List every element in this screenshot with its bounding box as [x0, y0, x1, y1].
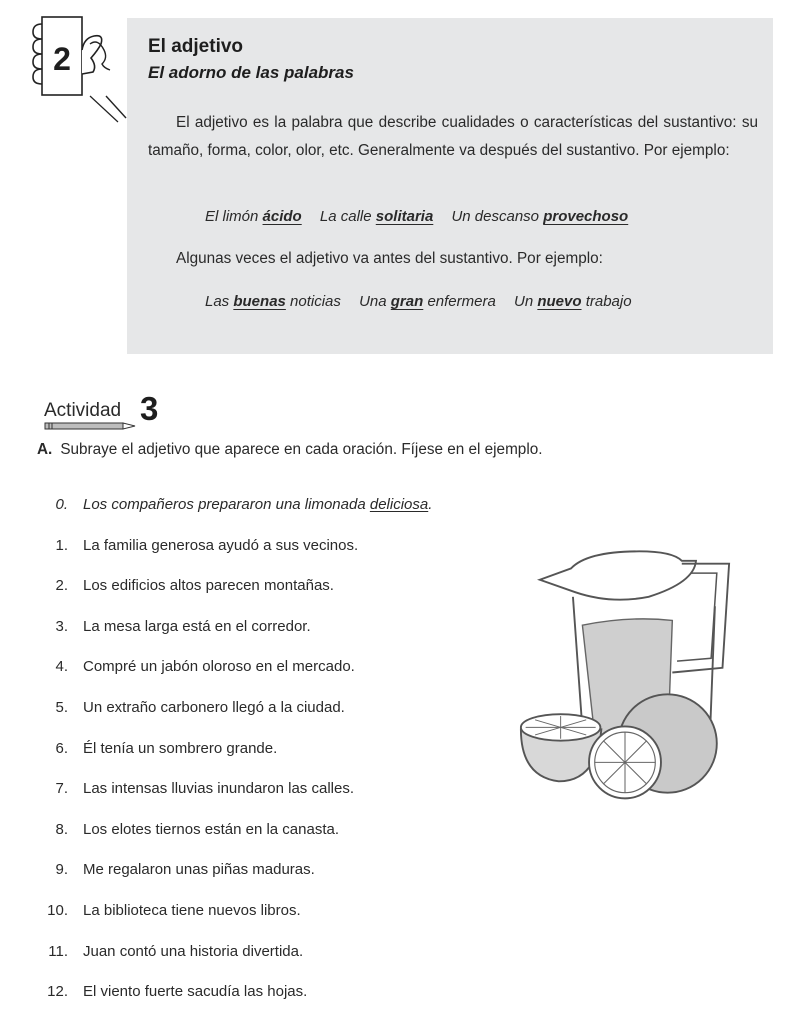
lesson-subtitle: El adorno de las palabras: [148, 63, 354, 82]
example-adjective: provechoso: [543, 208, 629, 225]
lesson-title: El adjetivo: [148, 36, 244, 57]
item-number: 7.: [55, 780, 68, 798]
item-text[interactable]: La biblioteca tiene nuevos libros.: [83, 901, 301, 919]
item-number: 5.: [55, 698, 68, 716]
item-text[interactable]: La familia generosa ayudó a sus vecinos.: [83, 536, 359, 554]
item-text[interactable]: La mesa larga está en el corredor.: [83, 617, 311, 635]
definition-text: El adjetivo es la palabra que describe cualidades o características del sustantivo: su tamaño, forma, color, olor, etc. Generalmente va después del sustantivo. Por ejemplo:: [148, 114, 758, 159]
lemonade-pitcher-illustration: [505, 540, 745, 805]
definition-paragraph: [148, 109, 758, 164]
activity-instruction: [37, 441, 542, 459]
item-text[interactable]: Las intensas lluvias inundaron las calles.: [83, 780, 354, 798]
examples-adjective-after: [205, 208, 642, 225]
example-phrase: El limón ácido: [205, 208, 302, 225]
example-phrase: Las buenas noticias: [205, 293, 341, 310]
item-number: 3.: [55, 617, 68, 635]
example-adjective: nuevo: [537, 293, 582, 310]
example-adjective: gran: [390, 293, 424, 310]
instruction-text: Subraye el adjetivo que aparece en cada oración. Fíjese en el ejemplo.: [60, 441, 543, 458]
item-text[interactable]: Los elotes tiernos están en la canasta.: [83, 820, 339, 838]
example-adjective: ácido: [262, 208, 302, 225]
item-number: 9.: [55, 861, 68, 879]
item-number: 10.: [47, 901, 68, 919]
item-number: 1.: [55, 536, 68, 554]
example-adjective: buenas: [233, 293, 286, 310]
item-text[interactable]: Un extraño carbonero llegó a la ciudad.: [83, 698, 345, 716]
item-text[interactable]: Compré un jabón oloroso en el mercado.: [83, 658, 355, 676]
activity-number: 3: [140, 390, 159, 427]
item-number: 12.: [47, 983, 68, 1001]
example-phrase: La calle solitaria: [319, 208, 434, 225]
underlined-adjective: deliciosa: [369, 496, 429, 513]
example-phrase: Una gran enfermera: [359, 293, 496, 310]
example-adjective: solitaria: [375, 208, 434, 225]
example-phrase: Un descanso provechoso: [451, 208, 629, 225]
before-noun-paragraph: Algunas veces el adjetivo va antes del sustantivo. Por ejemplo:: [176, 250, 603, 267]
item-text[interactable]: Él tenía un sombrero grande.: [83, 739, 278, 757]
notebook-hand-icon: [30, 14, 140, 124]
item-number: 4.: [55, 658, 68, 676]
item-number: 0.: [55, 496, 68, 513]
item-number: 11.: [48, 942, 68, 960]
item-text[interactable]: Me regalaron unas piñas maduras.: [83, 861, 315, 879]
item-number: 2.: [55, 577, 68, 595]
instruction-letter: A.: [37, 441, 53, 458]
item-number: 6.: [55, 739, 68, 757]
examples-adjective-before: [205, 293, 646, 310]
lesson-number: 2: [53, 41, 71, 77]
item-text[interactable]: Los edificios altos parecen montañas.: [83, 577, 334, 595]
item-text[interactable]: El viento fuerte sacudía las hojas.: [83, 983, 308, 1001]
pencil-icon: [44, 422, 136, 430]
example-phrase: Un nuevo trabajo: [514, 293, 632, 310]
item-text: Los compañeros prepararon una limonada deliciosa.: [83, 496, 433, 513]
item-number: 8.: [55, 820, 68, 838]
item-text[interactable]: Juan contó una historia divertida.: [83, 942, 304, 960]
activity-word: Actividad: [44, 400, 122, 421]
